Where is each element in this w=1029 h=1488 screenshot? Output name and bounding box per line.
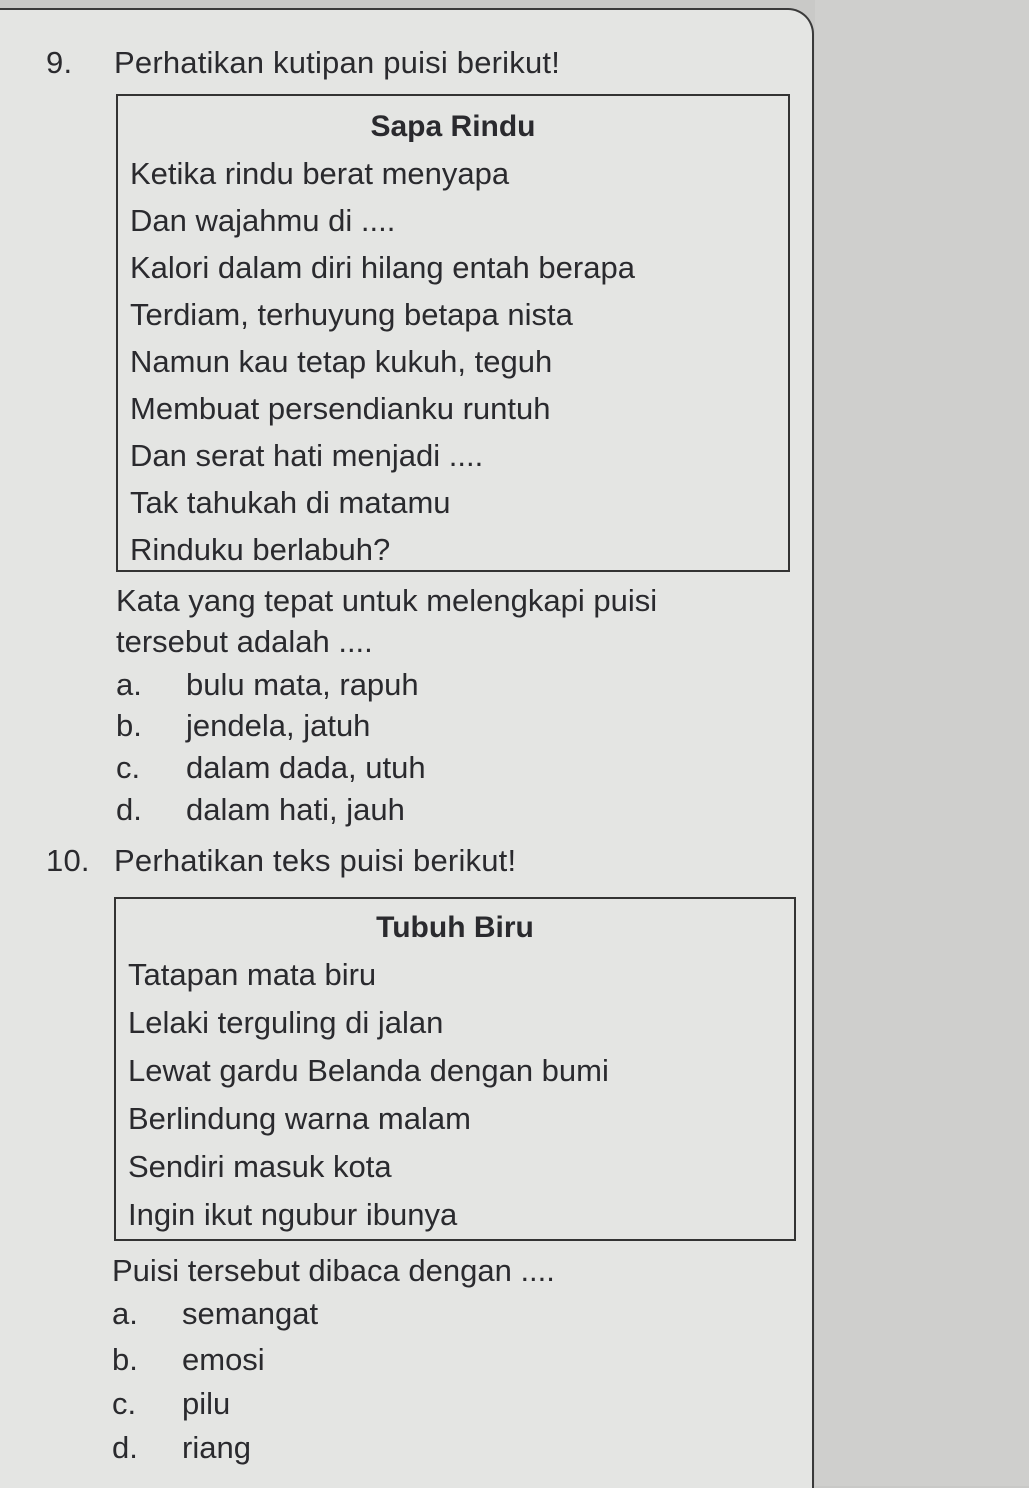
question-9-text-line-1: Kata yang tepat untuk melengkapi puisi (116, 583, 658, 618)
question-9-option-b (116, 708, 370, 744)
question-10-option-c (112, 1386, 230, 1422)
poem-line: Lelaki terguling di jalan (128, 1005, 444, 1040)
poem-line: Sendiri masuk kota (128, 1149, 392, 1184)
option-letter: a. (116, 667, 142, 702)
option-text: pilu (182, 1386, 231, 1421)
option-text: dalam hati, jauh (186, 792, 405, 827)
poem-box-sapa-rindu (116, 94, 790, 572)
poem-line: Kalori dalam diri hilang entah berapa (130, 250, 635, 285)
poem-line: Dan wajahmu di .... (130, 203, 396, 238)
question-9-number: 9. (46, 45, 73, 80)
poem-title: Sapa Rindu (370, 110, 536, 143)
poem-box-tubuh-biru (114, 897, 796, 1241)
question-10-heading (46, 843, 516, 879)
question-9-option-c (116, 750, 426, 786)
option-letter: d. (116, 792, 142, 827)
poem-line: Dan serat hati menjadi .... (130, 438, 484, 473)
poem-line: Terdiam, terhuyung betapa nista (130, 297, 573, 332)
poem-line: Membuat persendianku runtuh (130, 391, 551, 426)
poem-title: Tubuh Biru (376, 911, 534, 944)
question-10-option-b (112, 1342, 265, 1378)
poem-line: Berlindung warna malam (128, 1101, 471, 1136)
poem-line: Lewat gardu Belanda dengan bumi (128, 1053, 609, 1088)
question-10-prompt: Perhatikan teks puisi berikut! (114, 843, 517, 878)
question-10-number: 10. (46, 843, 90, 878)
question-10-option-d (112, 1430, 251, 1466)
option-text: jendela, jatuh (186, 708, 371, 743)
question-9-prompt: Perhatikan kutipan puisi berikut! (114, 45, 561, 80)
poem-line: Rinduku berlabuh? (130, 532, 391, 567)
question-9-heading (46, 45, 560, 81)
poem-line: Tak tahukah di matamu (130, 485, 451, 520)
option-text: riang (182, 1430, 251, 1465)
option-text: semangat (182, 1296, 319, 1331)
poem-line: Ketika rindu berat menyapa (130, 156, 510, 191)
adjacent-page (815, 0, 1029, 1486)
option-letter: c. (112, 1386, 137, 1421)
option-text: bulu mata, rapuh (186, 667, 419, 702)
option-letter: d. (112, 1430, 138, 1465)
option-letter: b. (112, 1342, 138, 1377)
question-10-option-a (112, 1296, 318, 1332)
question-10-text: Puisi tersebut dibaca dengan .... (112, 1253, 555, 1288)
option-letter: a. (112, 1296, 138, 1331)
option-letter: b. (116, 708, 142, 743)
option-letter: c. (116, 750, 141, 785)
question-9-option-d (116, 792, 405, 828)
option-text: dalam dada, utuh (186, 750, 426, 785)
option-text: emosi (182, 1342, 265, 1377)
poem-line: Namun kau tetap kukuh, teguh (130, 344, 553, 379)
poem-line: Ingin ikut ngubur ibunya (128, 1197, 458, 1232)
question-9-text-line-2: tersebut adalah .... (116, 624, 373, 659)
poem-line: Tatapan mata biru (128, 957, 377, 992)
question-9-option-a (116, 667, 419, 703)
